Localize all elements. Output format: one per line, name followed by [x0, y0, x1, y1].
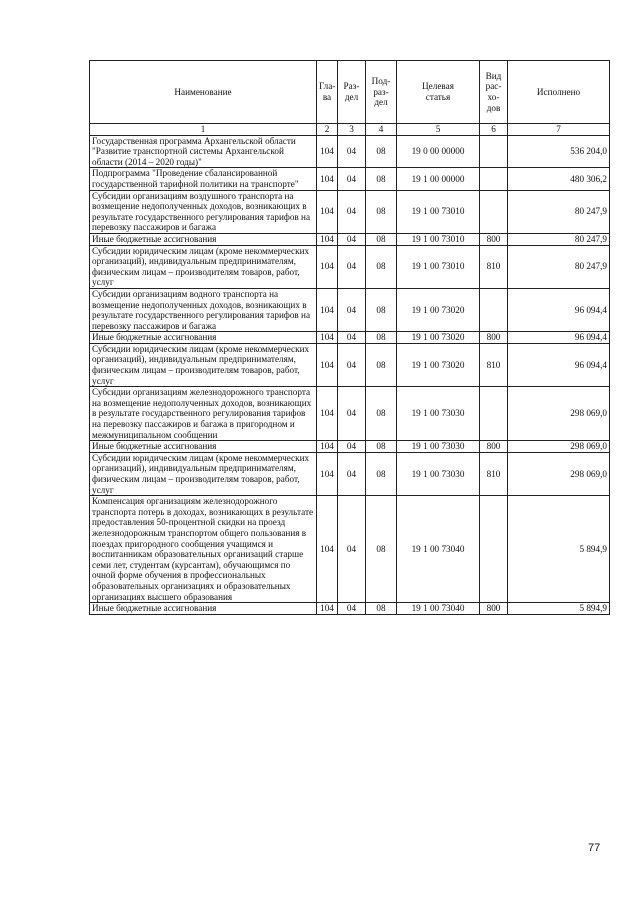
- row-subsection-cell: 08: [366, 245, 397, 288]
- row-section-cell: 04: [338, 233, 366, 245]
- row-name-cell: Подпрограмма "Проведение сбалансированной государственной тарифной политики на транспорте": [90, 168, 317, 190]
- row-executed-cell: 5 894,9: [508, 496, 610, 603]
- row-target-cell: 19 1 00 73010: [397, 233, 480, 245]
- header-row: [90, 61, 610, 124]
- row-expense-type-cell: [480, 387, 508, 441]
- row-target-cell: 19 1 00 73020: [397, 288, 480, 331]
- row-subsection-cell: 08: [366, 332, 397, 344]
- row-target-cell: 19 1 00 73030: [397, 452, 480, 495]
- row-executed-cell: 536 204,0: [508, 135, 610, 168]
- table-row: [90, 387, 610, 441]
- row-executed-cell: 96 094,4: [508, 332, 610, 344]
- row-subsection-cell: 08: [366, 343, 397, 386]
- row-target-cell: 19 1 00 00000: [397, 168, 480, 190]
- row-target-cell: 19 1 00 73020: [397, 332, 480, 344]
- row-section-cell: 04: [338, 168, 366, 190]
- row-name-cell: Иные бюджетные ассигнования: [90, 332, 317, 344]
- table-row: [90, 168, 610, 190]
- column-number: 3: [338, 124, 366, 136]
- row-chapter-cell: 104: [317, 288, 338, 331]
- row-chapter-cell: 104: [317, 135, 338, 168]
- column-number: 6: [480, 124, 508, 136]
- row-expense-type-cell: [480, 168, 508, 190]
- row-expense-type-cell: 800: [480, 603, 508, 615]
- row-chapter-cell: 104: [317, 343, 338, 386]
- column-number-row: [90, 124, 610, 136]
- row-target-cell: 19 1 00 73030: [397, 441, 480, 453]
- row-name-cell: Субсидии юридическим лицам (кроме некоммерческих организаций), индивидуальным предпринимателям, физическим лицам – производителям товаров, работ, услуг: [90, 343, 317, 386]
- row-chapter-cell: 104: [317, 452, 338, 495]
- column-number: 7: [508, 124, 610, 136]
- row-chapter-cell: 104: [317, 332, 338, 344]
- budget-execution-table: [89, 60, 610, 615]
- row-chapter-cell: 104: [317, 168, 338, 190]
- header-name: Наименование: [90, 61, 317, 124]
- row-target-cell: 19 0 00 00000: [397, 135, 480, 168]
- row-expense-type-cell: [480, 135, 508, 168]
- header-subsection: Под- раз- дел: [366, 61, 397, 124]
- column-number: 4: [366, 124, 397, 136]
- row-subsection-cell: 08: [366, 441, 397, 453]
- row-executed-cell: 298 069,0: [508, 441, 610, 453]
- row-expense-type-cell: [480, 288, 508, 331]
- table-row: [90, 288, 610, 331]
- row-chapter-cell: 104: [317, 245, 338, 288]
- table-row: [90, 603, 610, 615]
- row-expense-type-cell: [480, 190, 508, 233]
- row-expense-type-cell: 800: [480, 332, 508, 344]
- row-subsection-cell: 08: [366, 168, 397, 190]
- row-name-cell: Иные бюджетные ассигнования: [90, 603, 317, 615]
- row-section-cell: 04: [338, 245, 366, 288]
- column-number: 1: [90, 124, 317, 136]
- row-section-cell: 04: [338, 441, 366, 453]
- row-expense-type-cell: 810: [480, 452, 508, 495]
- row-chapter-cell: 104: [317, 603, 338, 615]
- header-chapter: Гла- ва: [317, 61, 338, 124]
- header-target: Целевая статья: [397, 61, 480, 124]
- table-row: [90, 135, 610, 168]
- row-executed-cell: 96 094,4: [508, 288, 610, 331]
- row-executed-cell: 298 069,0: [508, 452, 610, 495]
- row-subsection-cell: 08: [366, 387, 397, 441]
- row-expense-type-cell: 810: [480, 245, 508, 288]
- row-executed-cell: 80 247,9: [508, 233, 610, 245]
- row-target-cell: 19 1 00 73010: [397, 245, 480, 288]
- row-name-cell: Субсидии юридическим лицам (кроме некоммерческих организаций), индивидуальным предпринимателям, физическим лицам – производителям товаров, работ, услуг: [90, 452, 317, 495]
- table-row: [90, 233, 610, 245]
- table-row: [90, 190, 610, 233]
- row-expense-type-cell: 800: [480, 441, 508, 453]
- row-subsection-cell: 08: [366, 603, 397, 615]
- row-target-cell: 19 1 00 73040: [397, 603, 480, 615]
- row-chapter-cell: 104: [317, 233, 338, 245]
- table-row: [90, 245, 610, 288]
- row-section-cell: 04: [338, 288, 366, 331]
- table-row: [90, 332, 610, 344]
- row-subsection-cell: 08: [366, 288, 397, 331]
- row-section-cell: 04: [338, 496, 366, 603]
- row-name-cell: Иные бюджетные ассигнования: [90, 233, 317, 245]
- table-row: [90, 452, 610, 495]
- row-executed-cell: 80 247,9: [508, 245, 610, 288]
- table-row: [90, 496, 610, 603]
- row-expense-type-cell: 800: [480, 233, 508, 245]
- header-section: Раз- дел: [338, 61, 366, 124]
- row-name-cell: Субсидии организациям железнодорожного транспорта на возмещение недополученных доходов, возникающих в результате государственного регулирования тарифов на перевозку пассажиров и багажа в пригородном и межмуниципальном сообщении: [90, 387, 317, 441]
- row-name-cell: Государственная программа Архангельской области "Развитие транспортной системы Архангельской области (2014 – 2020 годы)": [90, 135, 317, 168]
- row-subsection-cell: 08: [366, 452, 397, 495]
- row-subsection-cell: 08: [366, 496, 397, 603]
- header-executed: Исполнено: [508, 61, 610, 124]
- row-target-cell: 19 1 00 73020: [397, 343, 480, 386]
- row-name-cell: Субсидии организациям водного транспорта на возмещение недополученных доходов, возникающих в результате государственного регулирования тарифов на перевозку пассажиров и багажа: [90, 288, 317, 331]
- row-section-cell: 04: [338, 332, 366, 344]
- row-chapter-cell: 104: [317, 190, 338, 233]
- row-expense-type-cell: [480, 496, 508, 603]
- table-row: [90, 441, 610, 453]
- table-body: [90, 135, 610, 614]
- row-name-cell: Субсидии юридическим лицам (кроме некоммерческих организаций), индивидуальным предпринимателям, физическим лицам – производителям товаров, работ, услуг: [90, 245, 317, 288]
- row-section-cell: 04: [338, 603, 366, 615]
- row-name-cell: Иные бюджетные ассигнования: [90, 441, 317, 453]
- row-executed-cell: 96 094,4: [508, 343, 610, 386]
- row-chapter-cell: 104: [317, 496, 338, 603]
- row-target-cell: 19 1 00 73040: [397, 496, 480, 603]
- row-target-cell: 19 1 00 73010: [397, 190, 480, 233]
- row-subsection-cell: 08: [366, 135, 397, 168]
- row-executed-cell: 5 894,9: [508, 603, 610, 615]
- row-section-cell: 04: [338, 387, 366, 441]
- row-subsection-cell: 08: [366, 190, 397, 233]
- row-name-cell: Компенсация организациям железнодорожного транспорта потерь в доходах, возникающих в результате предоставления 50-процентной скидки на проезд железнодорожным транспортом общего пользования в поездах пригородного сообщения учащимся и воспитанникам образовательных организаций старше семи лет, студентам (курсантам), обучающимся по очной форме обучения в профессиональных образовательных организациях и образовательных организациях высшего образования: [90, 496, 317, 603]
- row-chapter-cell: 104: [317, 441, 338, 453]
- row-executed-cell: 80 247,9: [508, 190, 610, 233]
- row-chapter-cell: 104: [317, 387, 338, 441]
- row-name-cell: Субсидии организациям воздушного транспорта на возмещение недополученных доходов, возникающих в результате государственного регулирования тарифов на перевозку пассажиров и багажа: [90, 190, 317, 233]
- row-executed-cell: 480 306,2: [508, 168, 610, 190]
- page-number: 77: [588, 842, 601, 854]
- row-section-cell: 04: [338, 135, 366, 168]
- column-number: 5: [397, 124, 480, 136]
- row-section-cell: 04: [338, 452, 366, 495]
- table-row: [90, 343, 610, 386]
- row-executed-cell: 298 069,0: [508, 387, 610, 441]
- row-subsection-cell: 08: [366, 233, 397, 245]
- row-target-cell: 19 1 00 73030: [397, 387, 480, 441]
- header-expense-type: Вид рас- хо- дов: [480, 61, 508, 124]
- column-number: 2: [317, 124, 338, 136]
- row-section-cell: 04: [338, 343, 366, 386]
- row-section-cell: 04: [338, 190, 366, 233]
- row-expense-type-cell: 810: [480, 343, 508, 386]
